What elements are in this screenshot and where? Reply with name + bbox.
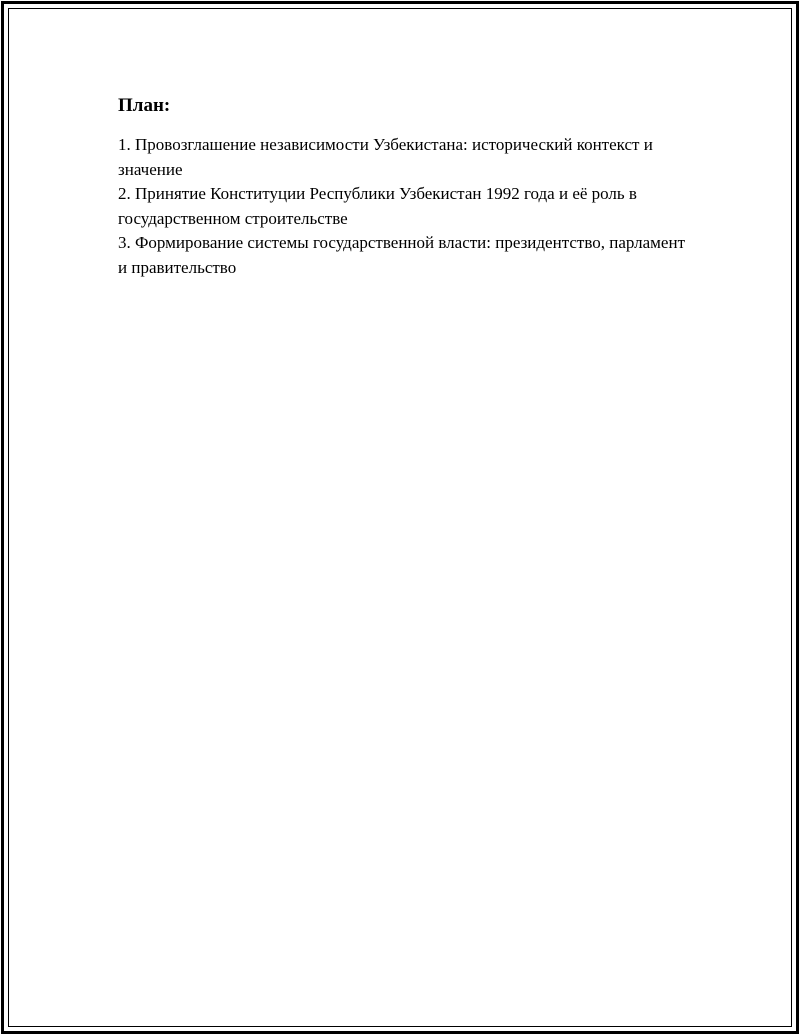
plan-heading: План: xyxy=(118,95,171,116)
document-body xyxy=(118,94,698,280)
plan-item-1: 1. Провозглашение независимости Узбекистана: исторический контекст и значение xyxy=(118,135,653,179)
plan-item-3: 3. Формирование системы государственной власти: президентство, парламент и правительство xyxy=(118,233,686,277)
plan-list xyxy=(118,133,698,280)
plan-item-2: 2. Принятие Конституции Республики Узбекистан 1992 года и её роль в государственном строительстве xyxy=(118,184,637,228)
